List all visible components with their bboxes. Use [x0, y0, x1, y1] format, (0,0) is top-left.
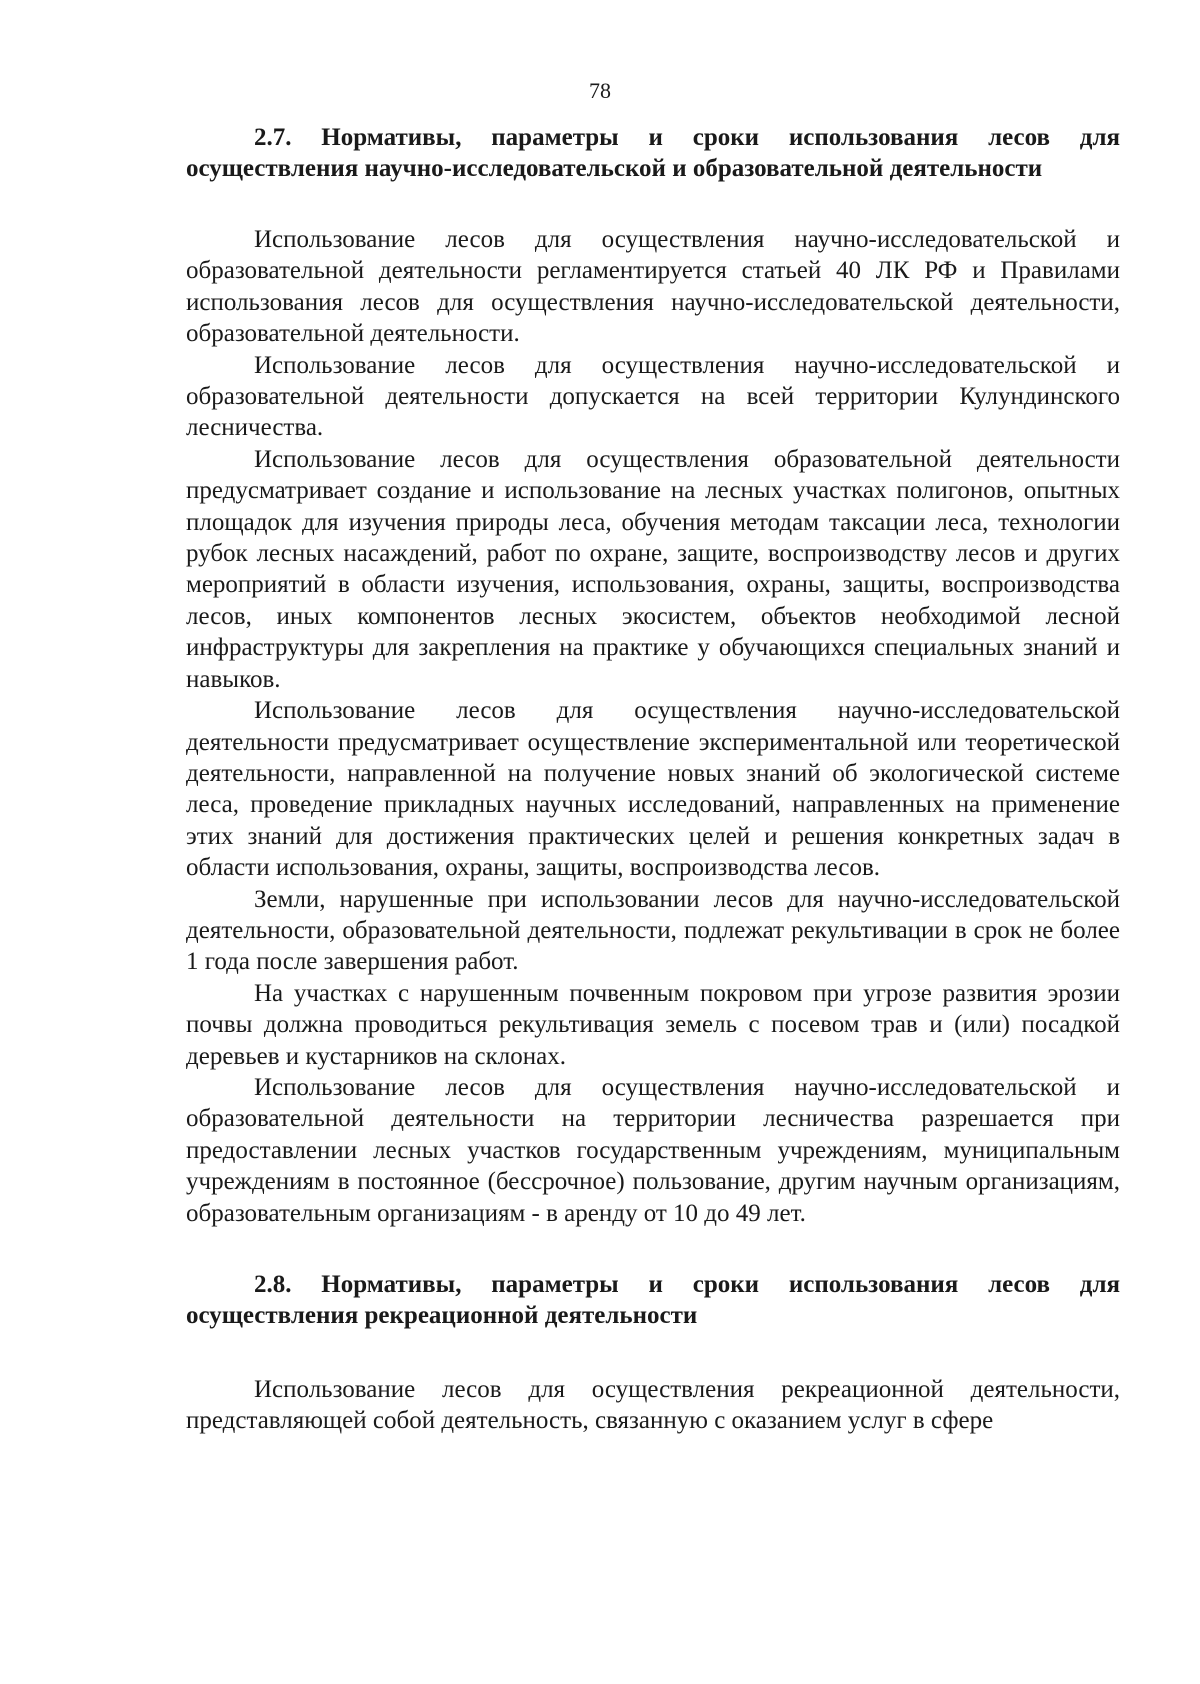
document-body: [186, 122, 1120, 1437]
paragraph: Земли, нарушенные при использовании лесов для научно-исследовательской деятельности, образовательной деятельности, подлежат рекультивации в срок не более 1 года после завершения работ.: [186, 885, 1120, 976]
paragraph: Использование лесов для осуществления научно-исследовательской и образовательной деятельности на территории лесничества разрешается при предоставлении лесных участков государственным учреждениям, муниципальным учреждениям в постоянное (бессрочное) пользование, другим научным организациям, образовательным организациям - в аренду от 10 до 49 лет.: [186, 1073, 1120, 1227]
section-heading-2-7: 2.7. Нормативы, параметры и сроки использования лесов для осуществления научно-исследовательской и образовательной деятельности: [186, 124, 1120, 182]
section-heading-2-8: 2.8. Нормативы, параметры и сроки использования лесов для осуществления рекреационной деятельности: [186, 1271, 1120, 1329]
paragraph: Использование лесов для осуществления рекреационной деятельности, представляющей собой деятельность, связанную с оказанием услуг в сфере: [186, 1376, 1120, 1435]
paragraph: Использование лесов для осуществления научно-исследовательской деятельности предусматривает осуществление экспериментальной или теоретической деятельности, направленной на получение новых знаний об экологической системе леса, проведение прикладных научных исследований, направленных на применение этих знаний для достижения практических целей и решения конкретных задач в области использования, охраны, защиты, воспроизводства лесов.: [186, 697, 1120, 882]
paragraph: Использование лесов для осуществления образовательной деятельности предусматривает создание и использование на лесных участках полигонов, опытных площадок для изучения природы леса, обучения методам таксации леса, технологии рубок лесных насаждений, работ по охране, защите, воспроизводству лесов и других мероприятий в области изучения, использования, охраны, защиты, воспроизводства лесов, иных компонентов лесных экосистем, объектов необходимой лесной инфраструктуры для закрепления на практике у обучающихся специальных знаний и навыков.: [186, 445, 1120, 693]
paragraph: Использование лесов для осуществления научно-исследовательской и образовательной деятельности допускается на всей территории Кулундинского лесничества.: [186, 351, 1120, 442]
paragraph: Использование лесов для осуществления научно-исследовательской и образовательной деятельности регламентируется статьей 40 ЛК РФ и Правилами использования лесов для осуществления научно-исследовательской деятельности, образовательной деятельности.: [186, 226, 1120, 348]
paragraph: На участках с нарушенным почвенным покровом при угрозе развития эрозии почвы должна проводиться рекультивация земель с посевом трав и (или) посадкой деревьев и кустарников на склонах.: [186, 979, 1120, 1070]
page-number: 78: [589, 78, 611, 103]
